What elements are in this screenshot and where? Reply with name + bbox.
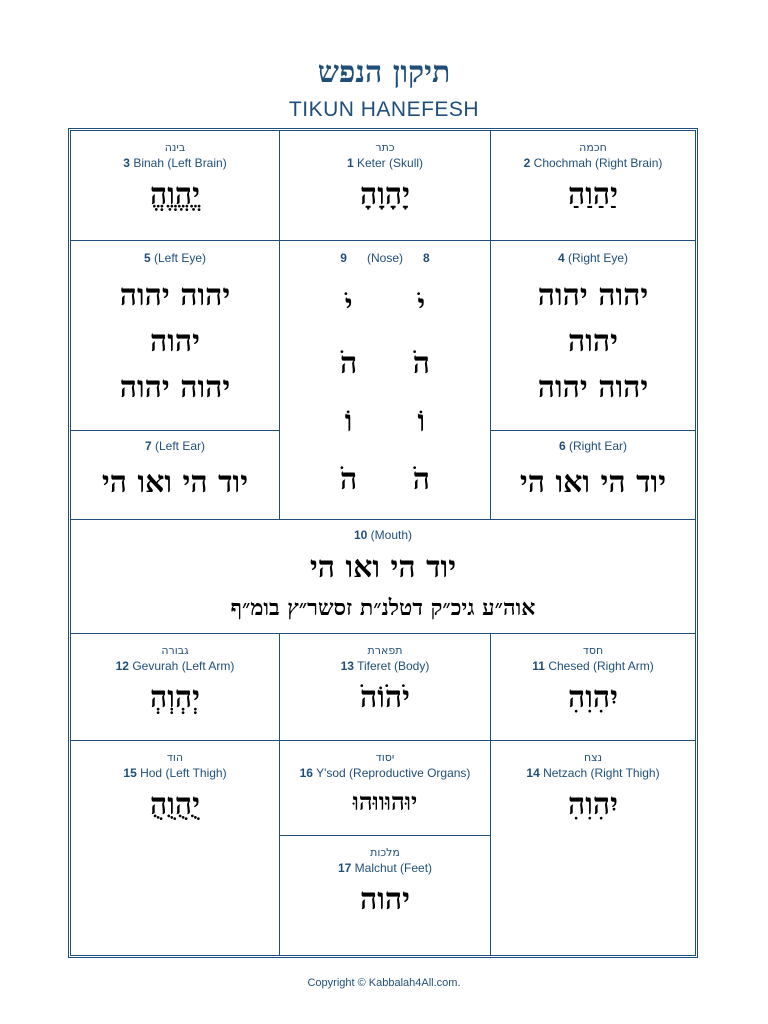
page-title-hebrew: תיקון הנפש [317,55,451,90]
cell-keter [279,130,491,241]
label-en: 5 (Left Eye) [143,251,207,265]
label-en: 3 Binah (Left Brain) [123,156,227,170]
cell-binah [70,130,280,241]
label-en: 17 Malchut (Feet) [337,861,433,875]
divine-name: יֱהֱוֱהֱ [149,177,201,212]
divine-names: יהוה יהוה יהוה יהוה יהוה [537,278,649,405]
label-en: 12 Gevurah (Left Arm) [115,659,235,673]
mouth-letter-groups: אוה״ע גיכ״ק דטלנ״ת זסשר״ץ בומ״ף [230,595,536,621]
cell-tiferet [279,633,491,741]
label-en: 14 Netzach (Right Thigh) [526,766,660,780]
label-en: 10 (Mouth) [353,528,413,542]
label-he: גבורה [161,644,189,657]
label-en: 16 Y'sod (Reproductive Organs) [299,766,471,780]
label-he: מלכות [370,846,400,859]
cell-hod [70,740,280,956]
label-he: הוד [166,751,184,764]
label-en: 2 Chochmah (Right Brain) [523,156,663,170]
cell-nose [279,240,491,520]
label-en: 1 Keter (Skull) [346,156,424,170]
label-en: 4 (Right Eye) [557,251,629,265]
cell-gevurah [70,633,280,741]
label-en: 7 (Left Ear) [144,439,206,453]
cell-left-ear [70,430,280,520]
ear-letters: יוד הי ואו הי [519,465,667,500]
ear-letters: יוד הי ואו הי [101,465,249,500]
cell-chochmah [490,130,696,241]
divine-name: יוּהוּווּהוּ [352,787,418,816]
divine-name: יֹהֹוֹהֹ [359,680,411,715]
divine-name: יִהִוִהִ [567,680,619,715]
label-he: נצח [583,751,603,764]
divine-name: יָהָוָהָ [359,177,411,212]
divine-name: יַהַוַהַ [567,177,619,212]
label-he: חכמה [579,141,607,154]
divine-name: יִהִוִהִ [567,787,619,822]
nose-column-right: יֹ הֹ וֹ הֹ [412,288,430,497]
cell-mouth [70,519,696,634]
divine-name: יֻהֻוֻהֻ [149,787,201,822]
label-he: כתר [375,141,395,154]
divine-names: יהוה יהוה יהוה יהוה יהוה [119,278,231,405]
label-he: חסד [582,644,604,657]
nose-letters [340,277,430,509]
cell-netzach [490,740,696,956]
nose-column-left: יֹ הֹ וֹ הֹ [340,288,358,497]
cell-right-eye [490,240,696,431]
label-en: 13 Tiferet (Body) [340,659,430,673]
cell-left-eye [70,240,280,431]
label-en: 15 Hod (Left Thigh) [123,766,227,780]
divine-name: יְהְוְהְ [149,680,201,715]
mouth-letters: יוד הי ואו הי [309,550,457,585]
label-he: תפארת [367,644,403,657]
cell-right-ear [490,430,696,520]
label-en: 6 (Right Ear) [558,439,628,453]
cell-malchut [279,835,491,956]
page-title-english: TIKUN HANEFESH [288,98,480,121]
label-he: יסוד [375,751,395,764]
cell-ysod [279,740,491,836]
copyright-footer: Copyright © Kabbalah4All.com. [307,977,461,989]
cell-chesed [490,633,696,741]
divine-name: יהוה [359,882,411,917]
label-en: 11 Chesed (Right Arm) [532,659,654,673]
label-he: בינה [164,141,186,154]
nose-header: 9 (Nose) 8 [340,251,430,265]
